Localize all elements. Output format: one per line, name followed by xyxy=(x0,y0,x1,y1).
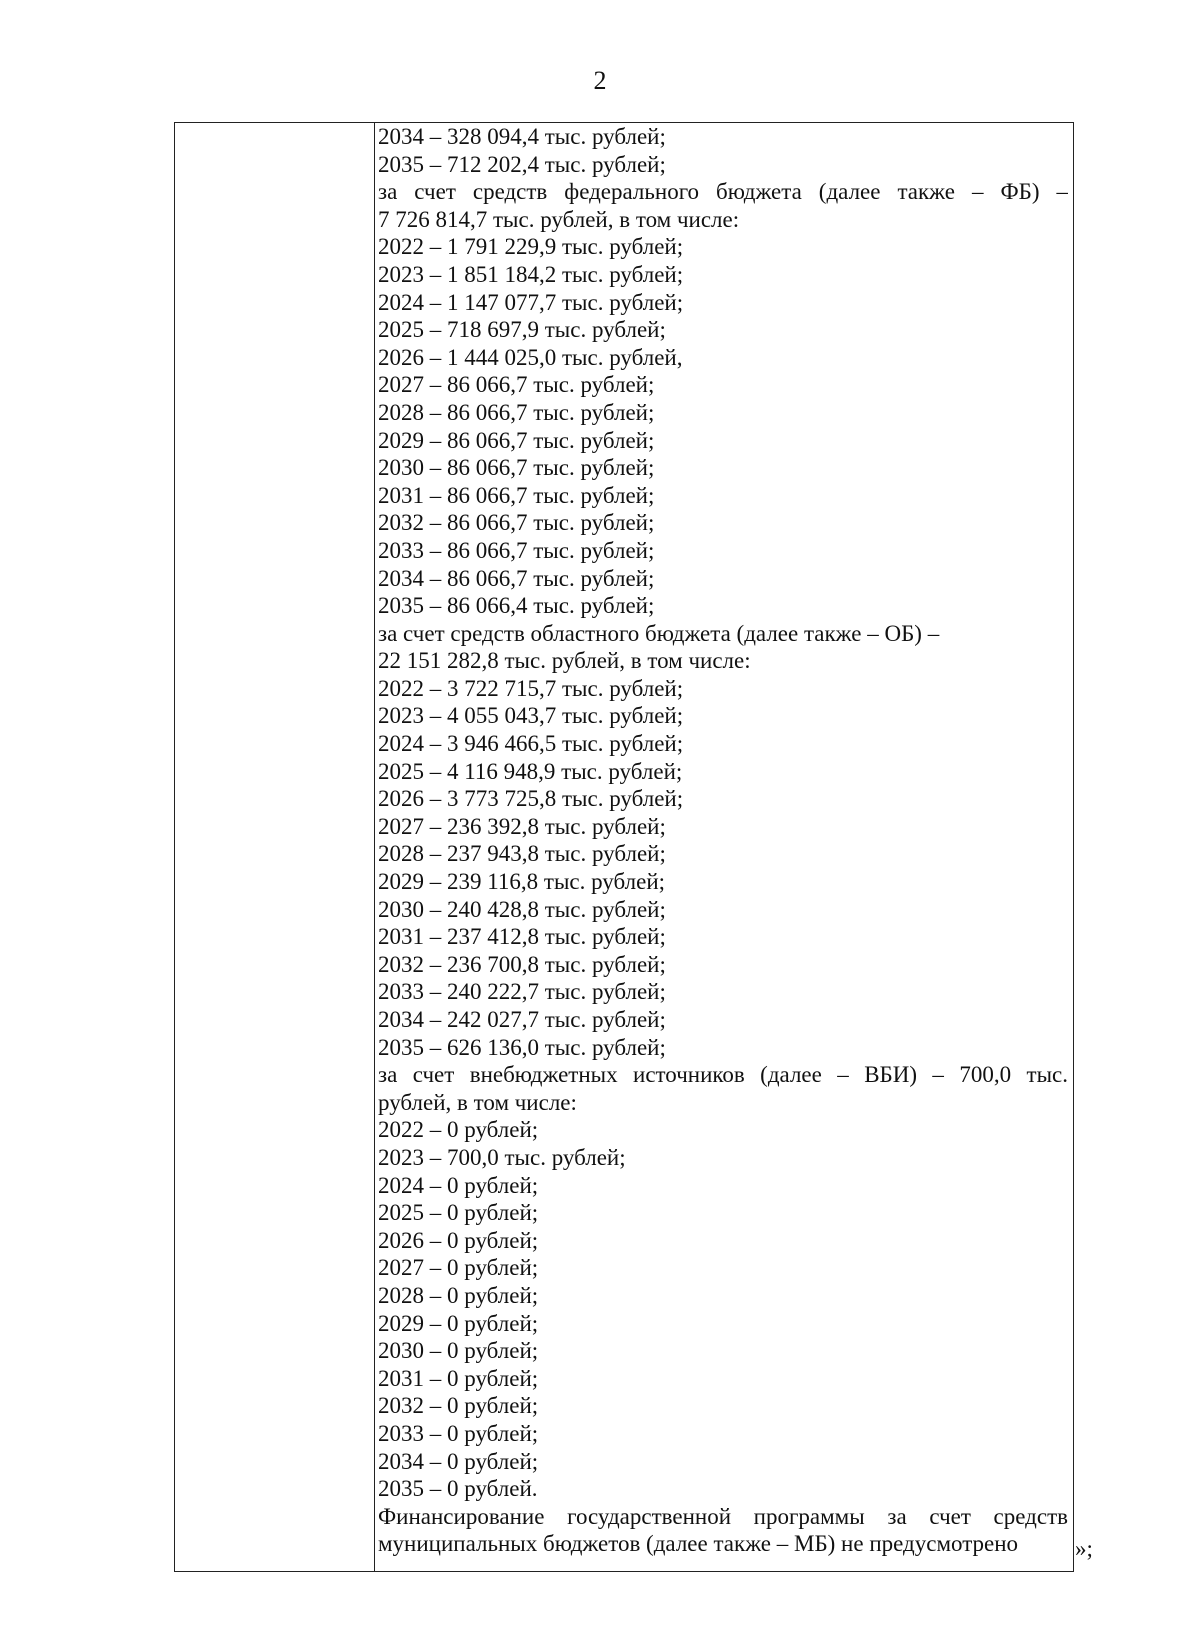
text-line: 2028 – 86 066,7 тыс. рублей; xyxy=(378,399,655,425)
text-line: 2031 – 86 066,7 тыс. рублей; xyxy=(378,482,655,508)
text-line: 2027 – 236 392,8 тыс. рублей; xyxy=(378,813,666,839)
table-left-column xyxy=(175,123,375,1571)
text-line: 2035 – 712 202,4 тыс. рублей; xyxy=(378,151,666,177)
text-line: 2035 – 86 066,4 тыс. рублей; xyxy=(378,593,655,619)
text-line: 2024 – 0 рублей; xyxy=(378,1172,539,1198)
funding-text-block xyxy=(378,123,1068,1558)
text-line: 2022 – 3 722 715,7 тыс. рублей; xyxy=(378,675,684,701)
text-line: 2026 – 3 773 725,8 тыс. рублей; xyxy=(378,786,684,812)
text-line: за счет средств областного бюджета (далее также – ОБ) – xyxy=(378,620,940,646)
text-line: 2022 – 1 791 229,9 тыс. рублей; xyxy=(378,234,684,260)
text-line: 7 726 814,7 тыс. рублей, в том числе: xyxy=(378,206,740,232)
text-line: 2029 – 86 066,7 тыс. рублей; xyxy=(378,427,655,453)
text-line: 2033 – 0 рублей; xyxy=(378,1420,539,1446)
text-line: 2028 – 0 рублей; xyxy=(378,1282,539,1308)
table-right-column xyxy=(376,123,1073,1571)
text-line: 2030 – 240 428,8 тыс. рублей; xyxy=(378,896,666,922)
page-number: 2 xyxy=(593,66,607,95)
text-line: 2023 – 1 851 184,2 тыс. рублей; xyxy=(378,261,684,287)
text-line: 2026 – 0 рублей; xyxy=(378,1227,539,1253)
text-line: 2025 – 718 697,9 тыс. рублей; xyxy=(378,317,666,343)
text-line: 2025 – 0 рублей; xyxy=(378,1200,539,1226)
text-line: 2033 – 86 066,7 тыс. рублей; xyxy=(378,537,655,563)
text-line: 2034 – 0 рублей; xyxy=(378,1448,539,1474)
text-line: 2027 – 86 066,7 тыс. рублей; xyxy=(378,372,655,398)
text-line: 2023 – 700,0 тыс. рублей; xyxy=(378,1144,626,1170)
text-line: за счет средств федерального бюджета (далее также – ФБ) – xyxy=(378,179,1068,205)
text-line: за счет внебюджетных источников (далее – ВБИ) – 700,0 тыс. xyxy=(378,1062,1068,1088)
text-line: 2032 – 86 066,7 тыс. рублей; xyxy=(378,510,655,536)
closing-quote-mark: »; xyxy=(1075,1536,1093,1561)
text-line: 2025 – 4 116 948,9 тыс. рублей; xyxy=(378,758,683,784)
text-line: 2034 – 328 094,4 тыс. рублей; xyxy=(378,124,666,149)
text-line: 2035 – 0 рублей. xyxy=(378,1476,538,1502)
text-line: 22 151 282,8 тыс. рублей, в том числе: xyxy=(378,648,751,674)
text-line: Финансирование государственной программы за счет средств xyxy=(378,1503,1068,1529)
text-line: 2031 – 237 412,8 тыс. рублей; xyxy=(378,924,666,950)
text-line: 2028 – 237 943,8 тыс. рублей; xyxy=(378,841,666,867)
text-line: 2027 – 0 рублей; xyxy=(378,1255,539,1281)
text-line: 2032 – 236 700,8 тыс. рублей; xyxy=(378,951,666,977)
text-line: 2024 – 1 147 077,7 тыс. рублей; xyxy=(378,289,684,315)
text-line: муниципальных бюджетов (далее также – МБ) не предусмотрено xyxy=(378,1531,1019,1557)
text-line: 2026 – 1 444 025,0 тыс. рублей, xyxy=(378,344,683,370)
text-line: 2029 – 0 рублей; xyxy=(378,1310,539,1336)
text-line: 2024 – 3 946 466,5 тыс. рублей; xyxy=(378,731,684,757)
program-table xyxy=(174,122,1074,1572)
text-line: 2031 – 0 рублей; xyxy=(378,1365,539,1391)
text-line: рублей, в том числе: xyxy=(378,1089,577,1115)
text-line: 2034 – 242 027,7 тыс. рублей; xyxy=(378,1007,666,1032)
text-line: 2033 – 240 222,7 тыс. рублей; xyxy=(378,979,666,1005)
text-line: 2030 – 86 066,7 тыс. рублей; xyxy=(378,455,655,481)
text-line: 2023 – 4 055 043,7 тыс. рублей; xyxy=(378,703,684,729)
text-line: 2032 – 0 рублей; xyxy=(378,1393,539,1419)
text-line: 2035 – 626 136,0 тыс. рублей; xyxy=(378,1034,666,1060)
text-line: 2034 – 86 066,7 тыс. рублей; xyxy=(378,565,655,591)
text-line: 2022 – 0 рублей; xyxy=(378,1117,539,1143)
text-line: 2029 – 239 116,8 тыс. рублей; xyxy=(378,869,666,895)
text-line: 2030 – 0 рублей; xyxy=(378,1338,539,1364)
